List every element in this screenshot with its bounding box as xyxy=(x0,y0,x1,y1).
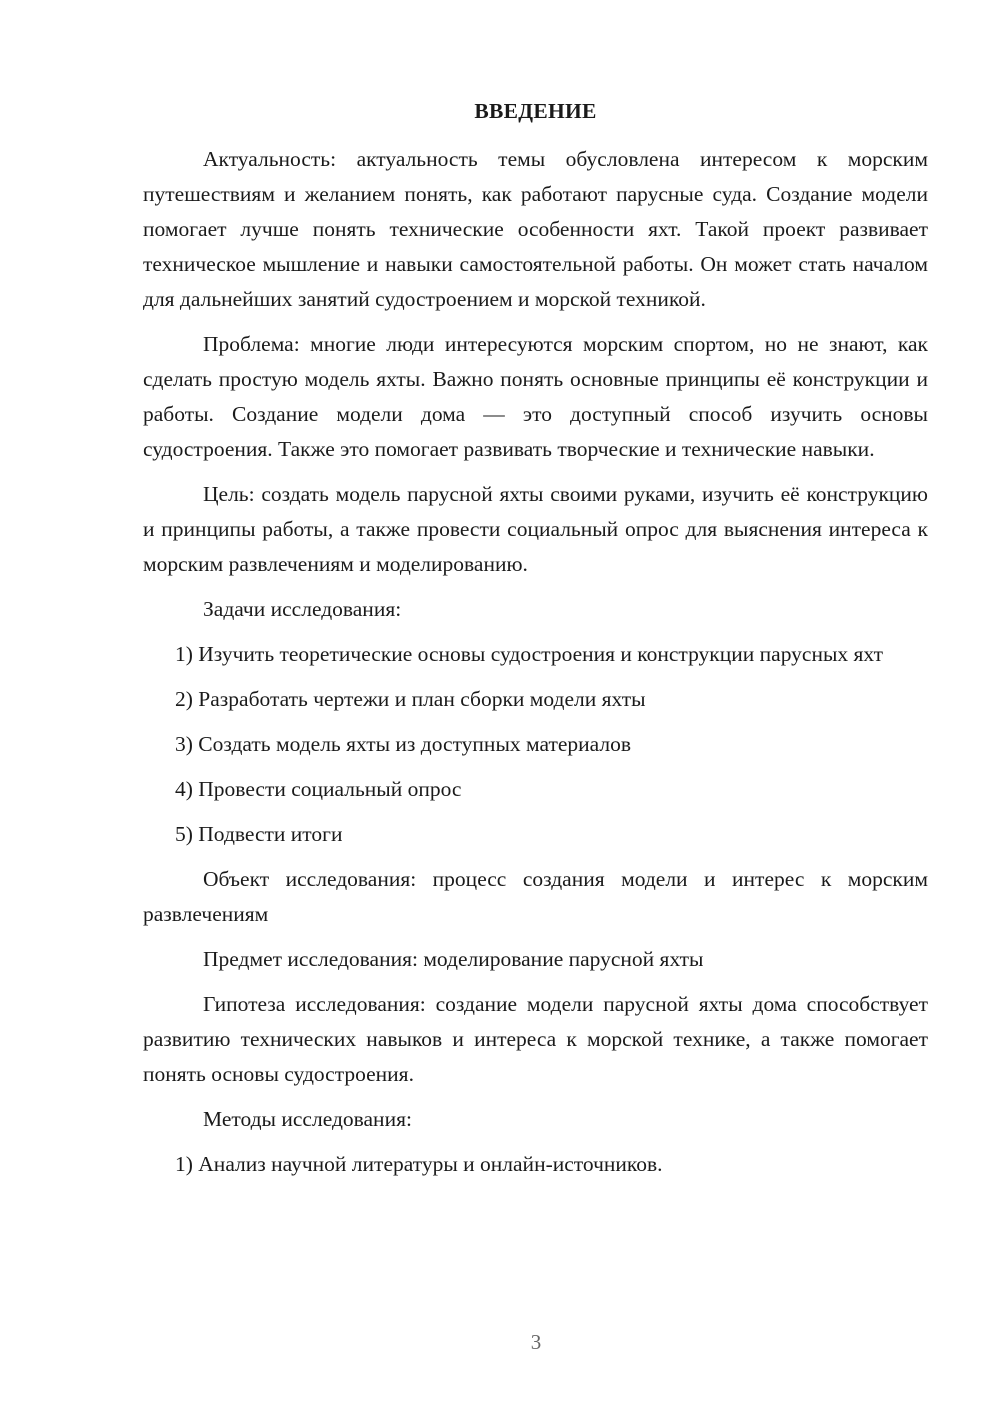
object-paragraph: Объект исследования: процесс создания модели и интерес к морским развлечениям xyxy=(143,867,928,926)
task-item: 3) Создать модель яхты из доступных материалов xyxy=(175,732,632,756)
tasks-heading: Задачи исследования: xyxy=(203,597,402,621)
goal-paragraph: Цель: создать модель парусной яхты своими руками, изучить её конструкцию и принципы работы, а также провести социальный опрос для выяснения интереса к морским развлечениям и моделированию. xyxy=(143,482,928,576)
methods-list xyxy=(143,1147,928,1182)
methods-heading: Методы исследования: xyxy=(203,1107,412,1131)
page-title: ВВЕДЕНИЕ xyxy=(474,99,597,123)
task-item: 2) Разработать чертежи и план сборки модели яхты xyxy=(175,687,646,711)
tasks-list xyxy=(143,637,928,852)
subject-paragraph: Предмет исследования: моделирование парусной яхты xyxy=(203,947,704,971)
method-item: 1) Анализ научной литературы и онлайн-источников. xyxy=(175,1152,663,1176)
task-item: 4) Провести социальный опрос xyxy=(175,777,462,801)
hypothesis-paragraph: Гипотеза исследования: создание модели парусной яхты дома способствует развитию технических навыков и интереса к морской технике, а также помогает понять основы судостроения. xyxy=(143,992,928,1086)
relevance-paragraph: Актуальность: актуальность темы обусловлена интересом к морским путешествиям и желанием понять, как работают парусные суда. Создание модели помогает лучше понять технические особенности яхт. Такой проект развивает техническое мышление и навыки самостоятельной работы. Он может стать началом для дальнейших занятий судостроением и морской техникой. xyxy=(143,147,928,311)
document-page xyxy=(143,95,928,1192)
task-item: 5) Подвести итоги xyxy=(175,822,343,846)
task-item: 1) Изучить теоретические основы судостроения и конструкции парусных яхт xyxy=(175,642,884,666)
page-number: 3 xyxy=(530,1330,542,1354)
problem-paragraph: Проблема: многие люди интересуются морским спортом, но не знают, как сделать простую модель яхты. Важно понять основные принципы её конструкции и работы. Создание модели дома — это доступный способ изучить основы судостроения. Также это помогает развивать творческие и технические навыки. xyxy=(143,332,928,461)
